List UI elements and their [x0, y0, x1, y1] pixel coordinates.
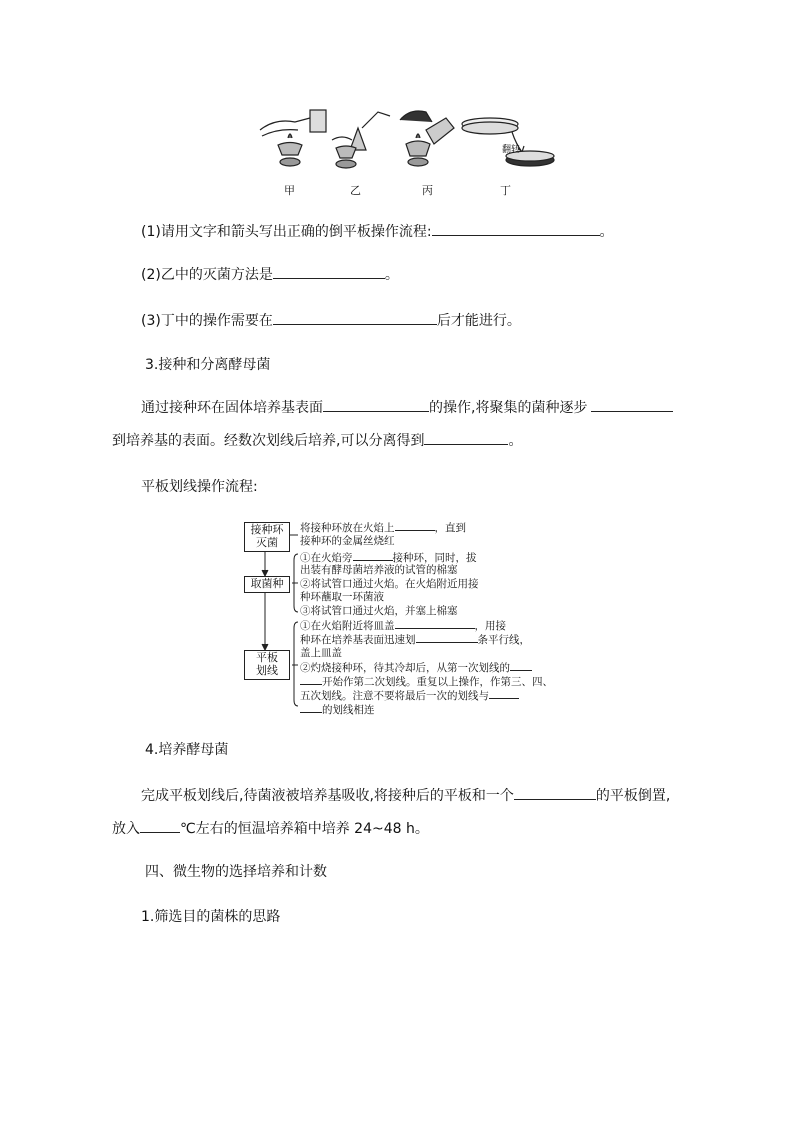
answer-blank-spread[interactable] — [591, 397, 673, 412]
question-3-end: 后才能进行。 — [436, 313, 521, 329]
flow-text: 五次划线。注意不要将最后一次的划线与 — [300, 690, 489, 702]
flow-text: ，用接 — [474, 620, 506, 632]
operation-figure — [250, 100, 560, 200]
flow-text: ①在火焰旁 — [300, 552, 353, 564]
flow-text: 条平行线， — [477, 634, 530, 646]
flow-text: ，直到 — [434, 522, 466, 534]
answer-blank-uninoculated[interactable] — [514, 785, 596, 800]
figure-label-ding: 丁 — [500, 184, 511, 197]
section-3-paragraph-line1 — [141, 397, 673, 417]
flow-text: 种环在培养基表面迅速划 — [300, 634, 416, 646]
section-4-paragraph-line1 — [141, 785, 670, 805]
question-1 — [141, 221, 614, 241]
flow-box-sterilize-label: 接种环 灭菌 — [250, 523, 284, 549]
flow-step2-line4: 种环蘸取一环菌液 — [300, 591, 384, 603]
section-iv-sub1: 1.筛选目的菌株的思路 — [141, 909, 281, 925]
flip-label: 翻转 — [502, 145, 521, 155]
question-2 — [141, 264, 399, 284]
answer-blank-colony[interactable] — [424, 430, 508, 445]
flow-step3-line2 — [300, 632, 530, 647]
streak-flowchart — [240, 518, 560, 718]
flow-blank[interactable] — [300, 702, 322, 713]
flow-step3-line7 — [300, 702, 375, 717]
question-2-end: 。 — [384, 267, 399, 283]
section-3-paragraph-line2 — [112, 430, 522, 450]
flow-blank[interactable] — [395, 618, 475, 629]
operation-illustrations — [250, 100, 560, 180]
flow-step1-line1 — [300, 520, 466, 535]
flow-text: 的划线相连 — [322, 704, 375, 716]
flow-box-streak-label: 平板 划线 — [256, 651, 278, 677]
question-1-end: 。 — [599, 224, 614, 240]
answer-blank-3[interactable] — [273, 310, 437, 325]
para-text: 通过接种环在固体培养基表面 — [141, 400, 323, 416]
flow-text: 开始作第二次划线。重复以上操作，作第三、四、 — [322, 676, 553, 688]
answer-blank-temperature[interactable] — [140, 818, 180, 833]
section-4-paragraph-line2 — [112, 818, 429, 838]
section-3-title: 3.接种和分离酵母菌 — [145, 357, 271, 373]
flow-text: 接种环，同时，拔 — [392, 552, 477, 564]
para-text: 完成平板划线后,待菌液被培养基吸收,将接种后的平板和一个 — [141, 788, 514, 804]
flow-text: ①在火焰附近将皿盖 — [300, 620, 395, 632]
flow-step3-line1 — [300, 618, 506, 633]
step-yi-illustration — [332, 112, 390, 168]
para-text: 。 — [508, 433, 523, 449]
section-iv-title: 四、微生物的选择培养和计数 — [145, 864, 327, 880]
answer-blank-streak[interactable] — [323, 397, 429, 412]
para-text: 的操作,将聚集的菌种逐步 — [429, 400, 588, 416]
flow-blank[interactable] — [395, 520, 435, 531]
question-2-text: (2)乙中的灭菌方法是 — [141, 267, 273, 283]
answer-blank-2[interactable] — [273, 264, 385, 279]
figure-label-yi: 乙 — [350, 184, 361, 197]
section-4-title: 4.培养酵母菌 — [145, 742, 229, 758]
answer-blank-1[interactable] — [432, 221, 600, 236]
flow-step2-line2: 出装有酵母菌培养液的试管的棉塞 — [300, 564, 458, 576]
step-jia-illustration — [260, 110, 326, 166]
figure-label-bing: 丙 — [422, 184, 433, 197]
flow-step2-line3: ②将试管口通过火焰。在火焰附近用接 — [300, 578, 479, 590]
flow-step3-line5 — [300, 674, 553, 689]
flow-text: ②灼烧接种环，待其冷却后，从第一次划线的 — [300, 662, 510, 674]
flow-box-sterilize — [244, 522, 290, 552]
flow-step3-line6 — [300, 688, 519, 703]
flow-blank[interactable] — [489, 688, 519, 699]
para-text: 的平板倒置, — [595, 788, 671, 804]
flow-step3-line4 — [300, 660, 532, 675]
step-bing-illustration — [400, 111, 454, 166]
para-text: 放入 — [112, 821, 140, 837]
flow-text: 将接种环放在火焰上 — [300, 522, 395, 534]
flow-blank[interactable] — [510, 660, 532, 671]
flow-blank[interactable] — [353, 550, 393, 561]
question-3 — [141, 310, 521, 330]
question-1-text: (1)请用文字和箭头写出正确的倒平板操作流程: — [141, 224, 432, 240]
question-3-text: (3)丁中的操作需要在 — [141, 313, 273, 329]
flow-box-take-culture-label: 取菌种 — [250, 577, 284, 590]
flow-heading: 平板划线操作流程: — [141, 479, 258, 495]
flow-box-streak — [244, 650, 290, 680]
flow-step3-line3: 盖上皿盖 — [300, 647, 342, 659]
para-text: ℃左右的恒温培养箱中培养 24~48 h。 — [180, 821, 429, 837]
flow-blank[interactable] — [300, 674, 322, 685]
figure-label-jia: 甲 — [284, 184, 295, 197]
flow-box-take-culture — [244, 576, 290, 593]
flow-blank[interactable] — [416, 632, 478, 643]
para-text: 到培养基的表面。经数次划线后培养,可以分离得到 — [112, 433, 425, 449]
flow-step2-line5: ③将试管口通过火焰，并塞上棉塞 — [300, 605, 458, 617]
flow-step1-line2: 接种环的金属丝烧红 — [300, 535, 395, 547]
